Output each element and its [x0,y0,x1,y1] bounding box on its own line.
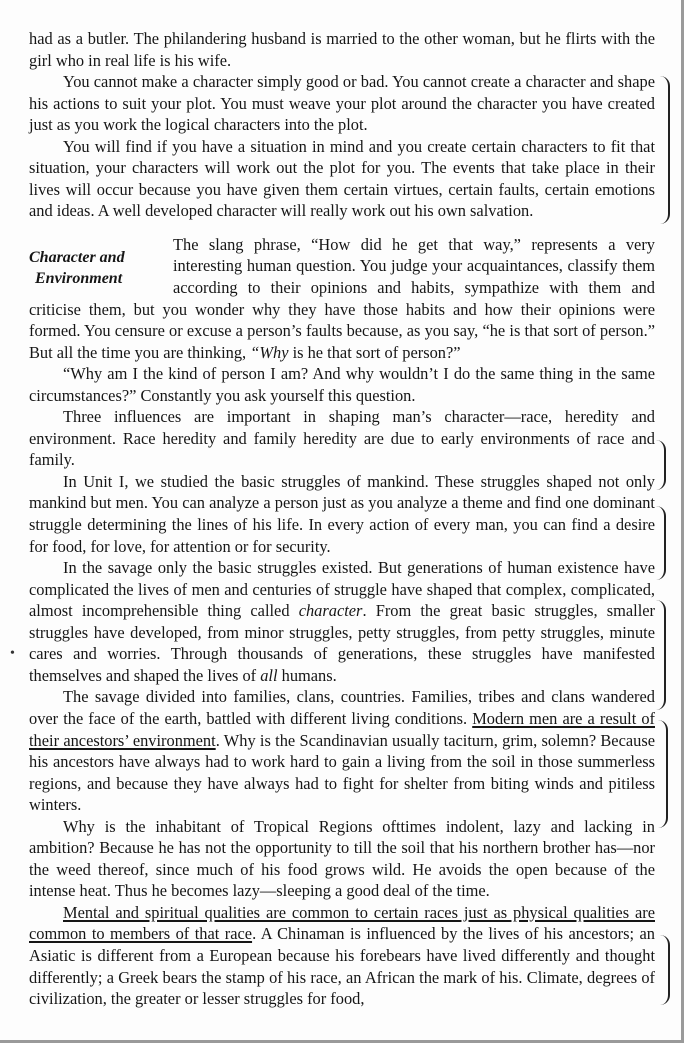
underlined-phrase: Modern men are a result of their ancestors’ environment [29,708,655,750]
paragraph-mental-qualities: Mental and spiritual qualities are common to certain races just as physical qualities are common to members of that race. A Chinaman is influenced by the lives of his ancestors; an Asiatic is different from a European because his forebears have lived differently and thought differently; a Greek bears the stamp of his race, an African the mark of his. Climate, degrees of civilization, the greater or lesser struggles for food, [29,902,655,1009]
paragraph-savage-struggles: In the savage only the basic struggles existed. But generations of human existence have complicated the lives of men and centuries of struggle have shaped that complex, complicated, almost incomprehensible thing called character. From the great basic struggles, smaller struggles have developed, from minor struggles, petty struggles, from petty struggles, minute cares and worries. Through thousands of generations, these struggles have manifested themselves and shaped the lives of all humans. [29,558,656,685]
side-heading-line1: Character and [29,248,125,266]
side-heading [29,247,167,289]
paragraph-tropical: Why is the inhabitant of Tropical Regions ofttimes indolent, lazy and lacking in ambition? Because he has not the opportunity to till the soil that his northern brother has—nor the weed thereof, since much of his food grows wild. He avoids the open because of the intense heat. Thus he becomes lazy—sleeping a good deal of the time. [29,816,655,901]
paragraph-why-am-i: “Why am I the kind of person I am? And why wouldn’t I do the same thing in the same circumstances?” Constantly you ask yourself this question. [29,364,655,405]
text-column [29,28,655,1010]
margin-bracket-5 [658,720,668,828]
paragraph-unit-one: In Unit I, we studied the basic struggles of mankind. These struggles shaped not only mankind but men. You can analyze a person just as you analyze a theme and find one dominant struggle determining the lines of his life. In every action of every man, you can find a desire for food, for love, for attention or for security. [29,471,655,556]
paragraph-plot: You cannot make a character simply good or bad. You cannot create a character and shape his actions to suit your plot. You must weave your plot around the character you have created just as you work the logical characters into the plot. [29,72,655,135]
paragraph-savage-divided: The savage divided into families, clans, countries. Families, tribes and clans wandered over the face of the earth, battled with different living conditions. Modern men are a result of their ancestors’ environment. Why is the Scandinavian usually taciturn, grim, solemn? Because his ancestors have always had to work hard to gain a living from the soil in those summerless regions, and because they have always had to fight for shelter from biting winds and pitiless winters. [29,687,655,815]
margin-bracket-4 [656,600,666,710]
opening-paragraph: had as a butler. The philandering husband is married to the other woman, but he flirts with the girl who in real life is his wife. [29,29,655,70]
paragraph-three-influences: Three influences are important in shaping man’s character—race, heredity and environment. Race heredity and family heredity are due to early environments of race and family. [29,407,655,470]
margin-bracket-3 [656,506,666,580]
paragraph-situation: You will find if you have a situation in mind and you create certain characters to fit that situation, your characters will work out the plot for you. The events that take place in their lives will occur because you have given them certain virtues, certain faults, certain emotions and ideas. A well developed character will really work out his own salvation. [29,136,655,221]
margin-dot: • [10,646,15,661]
margin-bracket-1 [660,76,670,224]
paragraph-slang-phrase: The slang phrase, “How did he get that way,” represents a very interesting human question. You judge your acquaintances, classify them according to their opinions and habits, sympathize with them and criticise them, but you wonder why they have those habits and how their opinions were formed. You censure or excuse a person’s faults because, as you say, “he is that sort of person.” But all the time you are thinking, “Why is he that sort of person?” [29,234,655,362]
side-heading-line2: Environment [35,269,123,287]
margin-bracket-6 [660,935,670,1005]
margin-bracket-2 [656,440,666,490]
underlined-sentence: Mental and spiritual qualities are common to certain races just as physical qualities are common to members of that race [29,902,655,944]
